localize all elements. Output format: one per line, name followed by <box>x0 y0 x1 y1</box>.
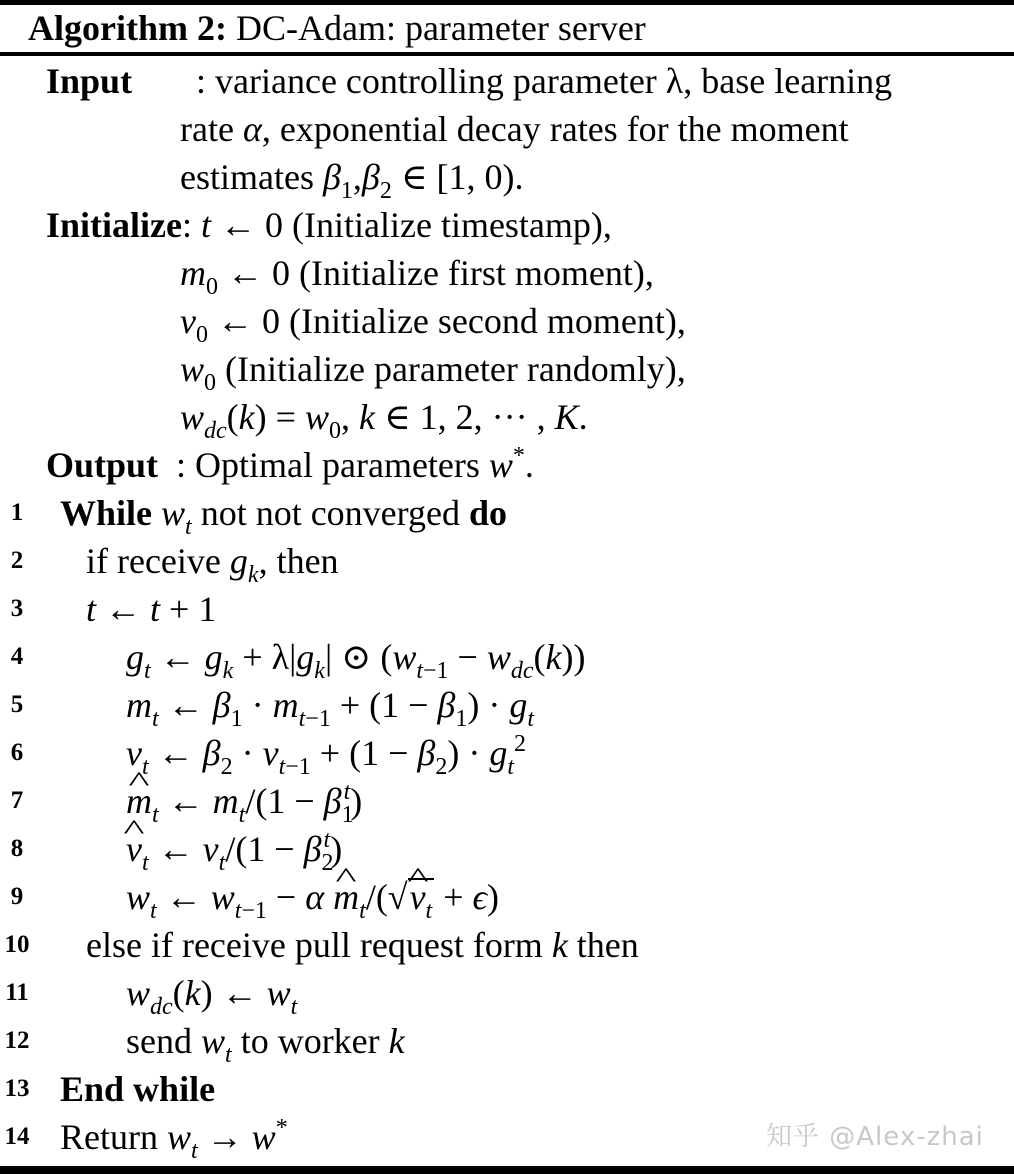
line-number: 8 <box>10 835 24 862</box>
initialize-label: Initialize <box>46 205 182 245</box>
input-row <box>46 59 132 103</box>
line-number: 9 <box>10 883 24 910</box>
output-label: Output <box>46 445 159 485</box>
line-number: 7 <box>10 787 24 814</box>
input-line-1: : variance controlling parameter λ, base learning <box>196 61 893 101</box>
line-number: 3 <box>10 595 24 622</box>
line-number: 11 <box>5 979 29 1006</box>
initialize-line-2: $m_0$ ← 0 (Initialize first moment), <box>180 253 654 300</box>
algorithm-title <box>28 6 646 50</box>
initialize-line-4: $w_0$ (Initialize parameter randomly), <box>180 349 686 396</box>
line-number: 12 <box>4 1027 30 1054</box>
watermark: 知乎 @Alex-zhai <box>766 1122 984 1152</box>
line-number: 4 <box>10 643 24 670</box>
line-number: 2 <box>10 547 24 574</box>
input-line-3: estimates $\beta_1,\beta_2$ ∈ [1, 0). <box>180 157 524 204</box>
line-number: 6 <box>10 739 24 766</box>
line-number: 10 <box>4 931 30 958</box>
line-number: 1 <box>10 499 24 526</box>
algorithm-label: Algorithm 2: <box>28 8 227 48</box>
line-number: 14 <box>4 1123 30 1150</box>
line-number: 5 <box>10 691 24 718</box>
bottom-rule <box>0 1166 1014 1174</box>
input-text-1: variance controlling parameter λ, base learning <box>215 61 893 101</box>
header-rule <box>0 52 1014 56</box>
output-text: : Optimal parameters w*. <box>176 443 534 485</box>
input-label: Input <box>46 61 133 101</box>
output-row <box>46 443 158 487</box>
initialize-row: Initialize: t ← 0 (Initialize timestamp), <box>46 205 612 245</box>
top-rule <box>0 0 1014 5</box>
input-line-2: rate α, exponential decay rates for the moment <box>180 109 849 149</box>
initialize-line-5: $w_{dc}(k) = w_0$, k ∈ 1, 2, ··· , K. <box>180 397 588 444</box>
line-number: 13 <box>4 1075 30 1102</box>
initialize-line-3: $v_0$ ← 0 (Initialize second moment), <box>180 301 686 348</box>
algorithm-name: DC-Adam: parameter server <box>235 8 646 48</box>
